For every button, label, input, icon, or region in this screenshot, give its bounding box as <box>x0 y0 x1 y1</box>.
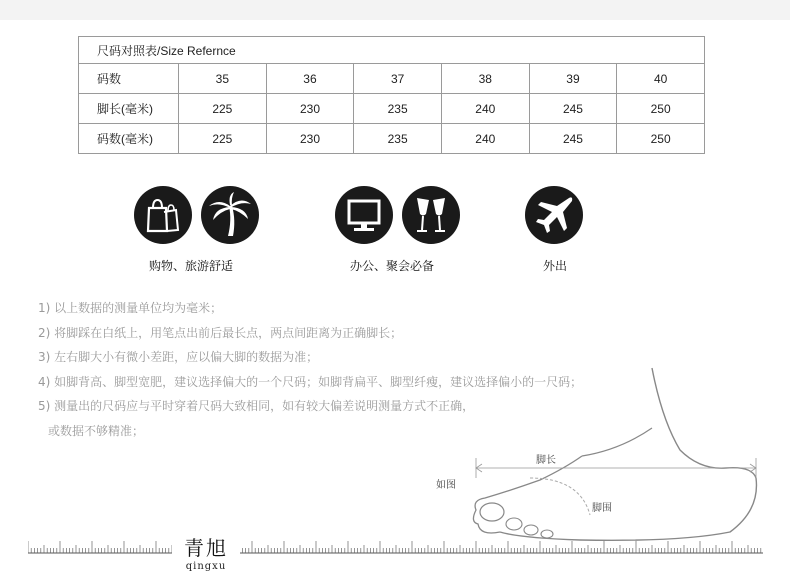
palm-tree-icon <box>201 186 259 244</box>
foot-girth-label: 脚围 <box>592 503 612 514</box>
airplane-icon <box>525 186 583 244</box>
shopping-bag-icon <box>134 186 192 244</box>
table-row <box>79 64 705 94</box>
note-line: 2) 将脚踩在白纸上，用笔点出前后最长点，两点间距离为正确脚长； <box>38 325 403 340</box>
note-line: 1) 以上数据的测量单位均为毫米； <box>38 301 223 315</box>
table-cell: 230 <box>266 124 354 154</box>
table-cell: 35 <box>179 64 267 94</box>
example-label: 如图 <box>436 480 456 491</box>
table-cell: 225 <box>179 94 267 124</box>
foot-diagram <box>430 360 790 550</box>
table-cell: 36 <box>266 64 354 94</box>
table-cell: 39 <box>529 64 617 94</box>
occasion-label-outing: 外出 <box>543 259 568 273</box>
brand-logo <box>172 528 240 580</box>
note-line: 5) 测量出的尺码应与平时穿着尺码大致相同，如有较大偏差说明测量方式不正确， <box>38 399 475 414</box>
top-strip <box>0 0 790 20</box>
table-row <box>79 94 705 124</box>
table-cell: 240 <box>441 94 529 124</box>
computer-monitor-icon <box>335 186 393 244</box>
occasion-label-travel: 购物、旅游舒适 <box>149 259 234 273</box>
table-caption: 尺码对照表/Size Refernce <box>79 37 705 64</box>
ruler-strip <box>28 540 763 554</box>
row-label: 码数 <box>79 64 179 94</box>
table-cell: 230 <box>266 94 354 124</box>
brand-pinyin: qingxu <box>185 561 227 572</box>
table-cell: 240 <box>441 124 529 154</box>
wine-glasses-icon <box>402 186 460 244</box>
note-line: 3) 左右脚大小有微小差距，应以偏大脚的数据为准； <box>38 350 319 365</box>
occasion-label-office: 办公、聚会必备 <box>350 259 435 273</box>
table-cell: 245 <box>529 94 617 124</box>
foot-length-label: 脚长 <box>536 455 556 466</box>
row-label: 码数(毫米) <box>79 124 179 154</box>
note-line: 或数据不够精准； <box>48 423 145 438</box>
table-cell: 225 <box>179 124 267 154</box>
table-cell: 250 <box>617 124 705 154</box>
table-cell: 245 <box>529 124 617 154</box>
table-cell: 37 <box>354 64 442 94</box>
table-cell: 250 <box>617 94 705 124</box>
table-cell: 235 <box>354 94 442 124</box>
note-line: 4) 如脚背高、脚型宽肥，建议选择偏大的一个尺码；如脚背扁平、脚型纤瘦，建议选择偏小的一尺码； <box>38 374 583 389</box>
table-row <box>79 124 705 154</box>
table-cell: 235 <box>354 124 442 154</box>
table-cell: 38 <box>441 64 529 94</box>
size-reference-table <box>78 36 705 154</box>
table-caption-row <box>79 37 705 64</box>
row-label: 脚长(毫米) <box>79 94 179 124</box>
brand-name: 青旭 <box>184 536 228 560</box>
table-cell: 40 <box>617 64 705 94</box>
